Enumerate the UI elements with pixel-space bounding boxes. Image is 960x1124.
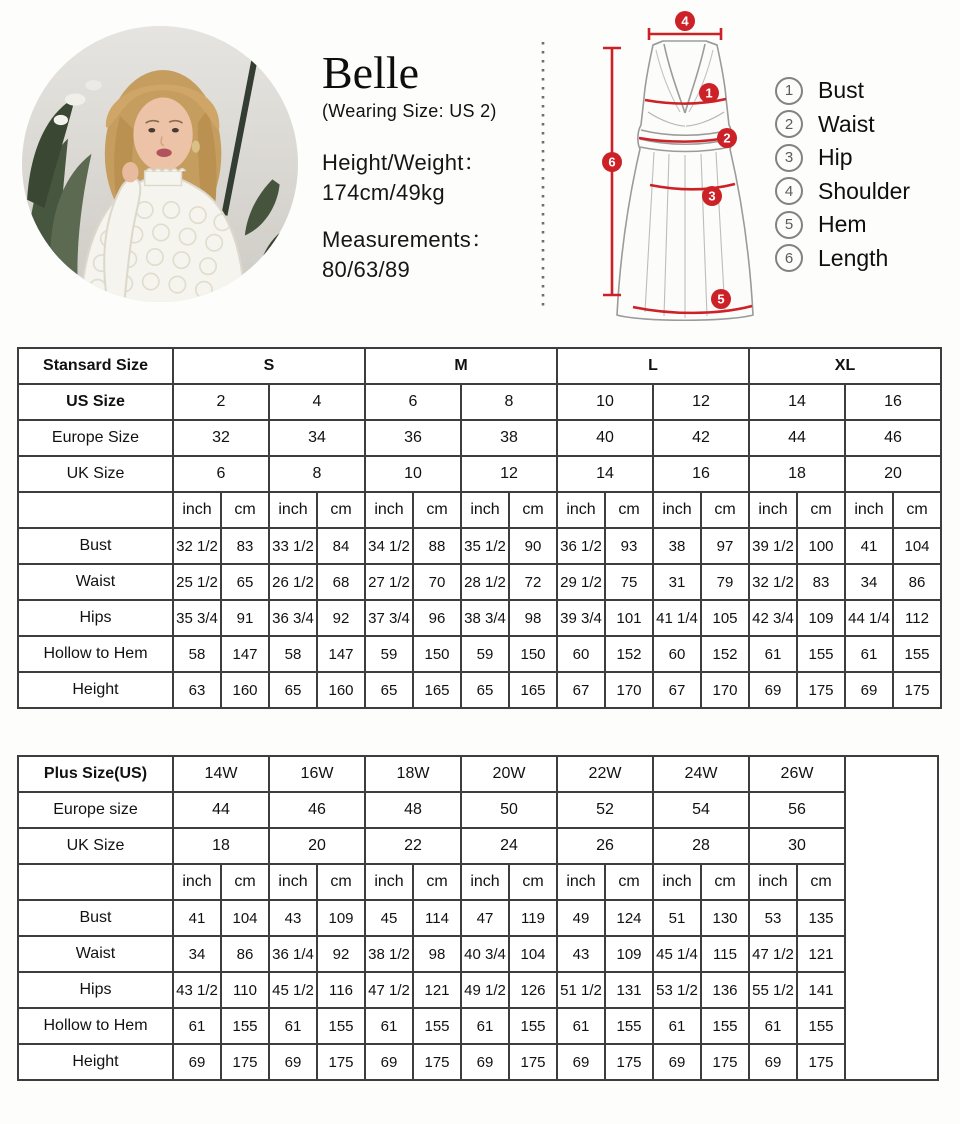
measurement-value: 25 1/2 <box>173 564 221 600</box>
measurement-value: 60 <box>557 636 605 672</box>
measurement-value: 49 1/2 <box>461 972 509 1008</box>
measurement-value: 86 <box>221 936 269 972</box>
measurement-value: 37 3/4 <box>365 600 413 636</box>
measurement-value: 32 1/2 <box>173 528 221 564</box>
measurement-value: 93 <box>605 528 653 564</box>
europe-size-value: 40 <box>557 420 653 456</box>
measurement-value: 75 <box>605 564 653 600</box>
uk-size-value: 20 <box>845 456 941 492</box>
measurement-value: 41 <box>845 528 893 564</box>
empty-cell <box>18 492 173 528</box>
unit-inch-header: inch <box>749 864 797 900</box>
measurement-value: 41 1/4 <box>653 600 701 636</box>
legend-item <box>775 141 910 175</box>
measurement-value: 109 <box>317 900 365 936</box>
legend-item <box>775 175 910 209</box>
model-photo <box>22 26 298 302</box>
unit-cm-header: cm <box>317 864 365 900</box>
uk-size-value: 18 <box>749 456 845 492</box>
measurement-value: 109 <box>797 600 845 636</box>
measurement-value: 90 <box>509 528 557 564</box>
unit-inch-header: inch <box>365 864 413 900</box>
measurement-value: 28 1/2 <box>461 564 509 600</box>
unit-inch-header: inch <box>845 492 893 528</box>
legend-label: Hem <box>818 211 867 238</box>
unit-cm-header: cm <box>509 864 557 900</box>
measurement-value: 175 <box>413 1044 461 1080</box>
measurement-value: 91 <box>221 600 269 636</box>
measurement-value: 98 <box>413 936 461 972</box>
unit-cm-header: cm <box>413 864 461 900</box>
measurement-value: 116 <box>317 972 365 1008</box>
measurement-value: 101 <box>605 600 653 636</box>
measurement-value: 126 <box>509 972 557 1008</box>
measurement-value: 147 <box>221 636 269 672</box>
measurement-value: 155 <box>893 636 941 672</box>
us-size-value: 4 <box>269 384 365 420</box>
measurement-value: 47 1/2 <box>749 936 797 972</box>
measurement-value: 152 <box>605 636 653 672</box>
measurement-value: 112 <box>893 600 941 636</box>
measurement-value: 150 <box>413 636 461 672</box>
measurement-value: 147 <box>317 636 365 672</box>
measurement-value: 58 <box>173 636 221 672</box>
europe-size-value: 56 <box>749 792 845 828</box>
measurement-value: 79 <box>701 564 749 600</box>
measurement-value: 55 1/2 <box>749 972 797 1008</box>
measurement-value: 92 <box>317 936 365 972</box>
unit-inch-header: inch <box>173 492 221 528</box>
measurement-value: 42 3/4 <box>749 600 797 636</box>
measurement-value: 59 <box>365 636 413 672</box>
plus-size-header: 22W <box>557 756 653 792</box>
measurement-value: 69 <box>845 672 893 708</box>
size-group-header: XL <box>749 348 941 384</box>
unit-inch-header: inch <box>461 492 509 528</box>
row-label: Hips <box>18 600 173 636</box>
measurement-value: 61 <box>461 1008 509 1044</box>
measurement-value: 155 <box>317 1008 365 1044</box>
measurement-value: 175 <box>797 1044 845 1080</box>
measurement-value: 155 <box>797 636 845 672</box>
row-label: Hollow to Hem <box>18 1008 173 1044</box>
measurement-value: 58 <box>269 636 317 672</box>
plus-size-header: 20W <box>461 756 557 792</box>
measurement-value: 32 1/2 <box>749 564 797 600</box>
measurement-value: 65 <box>461 672 509 708</box>
row-label: Hollow to Hem <box>18 636 173 672</box>
corner-label: Plus Size(US) <box>18 756 173 792</box>
measurement-value: 67 <box>557 672 605 708</box>
unit-inch-header: inch <box>653 864 701 900</box>
measurement-value: 175 <box>701 1044 749 1080</box>
measurement-value: 44 1/4 <box>845 600 893 636</box>
row-label: Waist <box>18 936 173 972</box>
measurement-value: 38 1/2 <box>365 936 413 972</box>
unit-inch-header: inch <box>557 492 605 528</box>
measurement-value: 130 <box>701 900 749 936</box>
legend-number-icon: 6 <box>775 244 803 272</box>
measurement-value: 165 <box>509 672 557 708</box>
dress-diagram <box>528 0 770 332</box>
measurement-value: 34 <box>173 936 221 972</box>
height-weight-label: Height/Weight： <box>322 150 486 175</box>
measurement-value: 136 <box>701 972 749 1008</box>
row-label: US Size <box>18 384 173 420</box>
measurement-value: 155 <box>605 1008 653 1044</box>
europe-size-value: 54 <box>653 792 749 828</box>
standard-size-table <box>17 347 942 709</box>
measurement-value: 119 <box>509 900 557 936</box>
measurement-value: 36 3/4 <box>269 600 317 636</box>
legend-number-icon: 5 <box>775 211 803 239</box>
row-label: Bust <box>18 900 173 936</box>
empty-column <box>845 756 938 1080</box>
measurement-value: 100 <box>797 528 845 564</box>
unit-inch-header: inch <box>365 492 413 528</box>
plus-size-table <box>17 755 939 1081</box>
measurement-value: 104 <box>221 900 269 936</box>
size-group-header: S <box>173 348 365 384</box>
plus-size-header: 18W <box>365 756 461 792</box>
unit-cm-header: cm <box>797 492 845 528</box>
measurement-value: 86 <box>893 564 941 600</box>
dress-sketch <box>617 41 753 320</box>
uk-size-value: 14 <box>557 456 653 492</box>
measurement-value: 61 <box>173 1008 221 1044</box>
measurement-value: 155 <box>797 1008 845 1044</box>
measurement-value: 165 <box>413 672 461 708</box>
measurement-value: 105 <box>701 600 749 636</box>
measurement-value: 155 <box>413 1008 461 1044</box>
us-size-value: 16 <box>845 384 941 420</box>
callout-hip: 3 <box>708 188 716 204</box>
measurement-value: 160 <box>317 672 365 708</box>
europe-size-value: 46 <box>269 792 365 828</box>
measurement-value: 175 <box>605 1044 653 1080</box>
legend-label: Hip <box>818 144 853 171</box>
legend-number-icon: 2 <box>775 110 803 138</box>
measurement-value: 29 1/2 <box>557 564 605 600</box>
measurement-value: 65 <box>221 564 269 600</box>
row-label: Waist <box>18 564 173 600</box>
us-size-value: 10 <box>557 384 653 420</box>
model-name: Belle <box>322 47 420 98</box>
measurement-value: 43 1/2 <box>173 972 221 1008</box>
callout-hem: 5 <box>717 291 725 307</box>
measurement-value: 69 <box>653 1044 701 1080</box>
row-label: Height <box>18 672 173 708</box>
measurement-value: 175 <box>509 1044 557 1080</box>
measurement-value: 70 <box>413 564 461 600</box>
measurement-value: 36 1/4 <box>269 936 317 972</box>
measurement-value: 38 <box>653 528 701 564</box>
measurement-value: 131 <box>605 972 653 1008</box>
measurement-value: 51 <box>653 900 701 936</box>
europe-size-value: 44 <box>749 420 845 456</box>
europe-size-value: 34 <box>269 420 365 456</box>
row-label: UK Size <box>18 828 173 864</box>
measurement-value: 36 1/2 <box>557 528 605 564</box>
unit-cm-header: cm <box>701 492 749 528</box>
measurements-value: 80/63/89 <box>322 257 411 282</box>
measurement-value: 84 <box>317 528 365 564</box>
europe-size-value: 48 <box>365 792 461 828</box>
measurement-value: 98 <box>509 600 557 636</box>
row-label: Europe Size <box>18 420 173 456</box>
uk-size-value: 8 <box>269 456 365 492</box>
row-label: Bust <box>18 528 173 564</box>
europe-size-value: 32 <box>173 420 269 456</box>
measurement-value: 65 <box>269 672 317 708</box>
europe-size-value: 44 <box>173 792 269 828</box>
unit-cm-header: cm <box>221 492 269 528</box>
measurement-value: 47 1/2 <box>365 972 413 1008</box>
legend-item <box>775 108 910 142</box>
measurement-value: 61 <box>845 636 893 672</box>
measurement-value: 45 1/4 <box>653 936 701 972</box>
row-label: Europe size <box>18 792 173 828</box>
measurement-value: 35 1/2 <box>461 528 509 564</box>
measurement-value: 61 <box>749 636 797 672</box>
measurement-value: 135 <box>797 900 845 936</box>
measurement-value: 38 3/4 <box>461 600 509 636</box>
size-group-header: M <box>365 348 557 384</box>
uk-size-value: 22 <box>365 828 461 864</box>
unit-inch-header: inch <box>749 492 797 528</box>
legend-item <box>775 242 910 276</box>
measurement-value: 27 1/2 <box>365 564 413 600</box>
measurement-value: 41 <box>173 900 221 936</box>
measurement-value: 104 <box>509 936 557 972</box>
unit-cm-header: cm <box>701 864 749 900</box>
uk-size-value: 24 <box>461 828 557 864</box>
empty-cell <box>18 864 173 900</box>
measurement-value: 61 <box>365 1008 413 1044</box>
measurement-value: 34 <box>845 564 893 600</box>
measurement-value: 45 <box>365 900 413 936</box>
legend-item <box>775 208 910 242</box>
measurement-value: 49 <box>557 900 605 936</box>
measurements-label: Measurements： <box>322 227 494 252</box>
unit-cm-header: cm <box>797 864 845 900</box>
measurement-value: 40 3/4 <box>461 936 509 972</box>
measurement-value: 96 <box>413 600 461 636</box>
measurement-value: 61 <box>557 1008 605 1044</box>
callout-shoulder: 4 <box>681 13 689 29</box>
measurement-value: 114 <box>413 900 461 936</box>
measurement-value: 35 3/4 <box>173 600 221 636</box>
plus-size-header: 16W <box>269 756 365 792</box>
unit-inch-header: inch <box>557 864 605 900</box>
uk-size-value: 18 <box>173 828 269 864</box>
callout-length: 6 <box>608 154 616 170</box>
measurement-value: 59 <box>461 636 509 672</box>
plus-size-header: 14W <box>173 756 269 792</box>
measurement-value: 175 <box>797 672 845 708</box>
legend-label: Shoulder <box>818 177 911 204</box>
measurement-value: 69 <box>173 1044 221 1080</box>
uk-size-value: 20 <box>269 828 365 864</box>
measurement-value: 26 1/2 <box>269 564 317 600</box>
measurement-value: 61 <box>269 1008 317 1044</box>
unit-inch-header: inch <box>173 864 221 900</box>
measurement-value: 69 <box>269 1044 317 1080</box>
uk-size-value: 26 <box>557 828 653 864</box>
measurement-value: 110 <box>221 972 269 1008</box>
model-photo-illustration <box>22 26 298 302</box>
measurement-value: 47 <box>461 900 509 936</box>
legend-number-icon: 1 <box>775 77 803 105</box>
measurement-value: 33 1/2 <box>269 528 317 564</box>
europe-size-value: 50 <box>461 792 557 828</box>
measurement-value: 121 <box>413 972 461 1008</box>
us-size-value: 2 <box>173 384 269 420</box>
measurement-value: 53 <box>749 900 797 936</box>
uk-size-value: 30 <box>749 828 845 864</box>
plus-size-header: 24W <box>653 756 749 792</box>
europe-size-value: 36 <box>365 420 461 456</box>
measurement-value: 53 1/2 <box>653 972 701 1008</box>
measurement-value: 68 <box>317 564 365 600</box>
measurement-value: 152 <box>701 636 749 672</box>
legend-item <box>775 74 910 108</box>
measurement-value: 72 <box>509 564 557 600</box>
measurement-value: 104 <box>893 528 941 564</box>
measurement-value: 175 <box>893 672 941 708</box>
measurement-value: 63 <box>173 672 221 708</box>
measurement-value: 170 <box>605 672 653 708</box>
measurement-value: 121 <box>797 936 845 972</box>
measurement-value: 124 <box>605 900 653 936</box>
measurement-value: 170 <box>701 672 749 708</box>
size-group-header: L <box>557 348 749 384</box>
measurement-value: 155 <box>221 1008 269 1044</box>
measurement-value: 69 <box>557 1044 605 1080</box>
measurement-value: 51 1/2 <box>557 972 605 1008</box>
legend-number-icon: 4 <box>775 177 803 205</box>
unit-inch-header: inch <box>653 492 701 528</box>
uk-size-value: 28 <box>653 828 749 864</box>
legend-label: Waist <box>818 110 875 137</box>
unit-cm-header: cm <box>893 492 941 528</box>
uk-size-value: 6 <box>173 456 269 492</box>
row-label: UK Size <box>18 456 173 492</box>
measurement-value: 109 <box>605 936 653 972</box>
measurement-value: 88 <box>413 528 461 564</box>
measurement-value: 43 <box>269 900 317 936</box>
europe-size-value: 52 <box>557 792 653 828</box>
measurement-value: 69 <box>365 1044 413 1080</box>
measurement-value: 83 <box>221 528 269 564</box>
unit-cm-header: cm <box>221 864 269 900</box>
measurement-value: 97 <box>701 528 749 564</box>
us-size-value: 8 <box>461 384 557 420</box>
uk-size-value: 16 <box>653 456 749 492</box>
wearing-size: (Wearing Size: US 2) <box>322 101 497 121</box>
corner-label: Stansard Size <box>18 348 173 384</box>
measurement-value: 92 <box>317 600 365 636</box>
measurement-value: 45 1/2 <box>269 972 317 1008</box>
measurement-value: 69 <box>749 672 797 708</box>
measurement-value: 61 <box>749 1008 797 1044</box>
measurement-value: 83 <box>797 564 845 600</box>
measurement-value: 61 <box>653 1008 701 1044</box>
plus-size-header: 26W <box>749 756 845 792</box>
uk-size-value: 12 <box>461 456 557 492</box>
callout-bust: 1 <box>705 85 713 101</box>
measurement-value: 69 <box>749 1044 797 1080</box>
unit-cm-header: cm <box>605 864 653 900</box>
measurement-value: 39 1/2 <box>749 528 797 564</box>
measurement-value: 150 <box>509 636 557 672</box>
measurement-value: 175 <box>317 1044 365 1080</box>
uk-size-value: 10 <box>365 456 461 492</box>
measurement-value: 175 <box>221 1044 269 1080</box>
callout-waist: 2 <box>723 130 731 146</box>
measurement-value: 65 <box>365 672 413 708</box>
measurement-value: 69 <box>461 1044 509 1080</box>
us-size-value: 6 <box>365 384 461 420</box>
measurement-value: 43 <box>557 936 605 972</box>
row-label: Hips <box>18 972 173 1008</box>
measurement-value: 141 <box>797 972 845 1008</box>
measurement-value: 155 <box>509 1008 557 1044</box>
legend-label: Bust <box>818 77 865 104</box>
legend-label: Length <box>818 244 889 271</box>
measurement-value: 60 <box>653 636 701 672</box>
row-label: Height <box>18 1044 173 1080</box>
legend-number-icon: 3 <box>775 144 803 172</box>
measurement-value: 67 <box>653 672 701 708</box>
height-weight-value: 174cm/49kg <box>322 180 445 205</box>
europe-size-value: 46 <box>845 420 941 456</box>
measurement-value: 34 1/2 <box>365 528 413 564</box>
europe-size-value: 38 <box>461 420 557 456</box>
measurement-value: 115 <box>701 936 749 972</box>
unit-cm-header: cm <box>605 492 653 528</box>
unit-cm-header: cm <box>509 492 557 528</box>
us-size-value: 14 <box>749 384 845 420</box>
us-size-value: 12 <box>653 384 749 420</box>
unit-inch-header: inch <box>461 864 509 900</box>
unit-inch-header: inch <box>269 492 317 528</box>
measurement-value: 160 <box>221 672 269 708</box>
measurement-legend <box>775 74 910 275</box>
unit-cm-header: cm <box>317 492 365 528</box>
measurement-value: 31 <box>653 564 701 600</box>
europe-size-value: 42 <box>653 420 749 456</box>
unit-cm-header: cm <box>413 492 461 528</box>
measurement-value: 39 3/4 <box>557 600 605 636</box>
measurement-value: 155 <box>701 1008 749 1044</box>
unit-inch-header: inch <box>269 864 317 900</box>
